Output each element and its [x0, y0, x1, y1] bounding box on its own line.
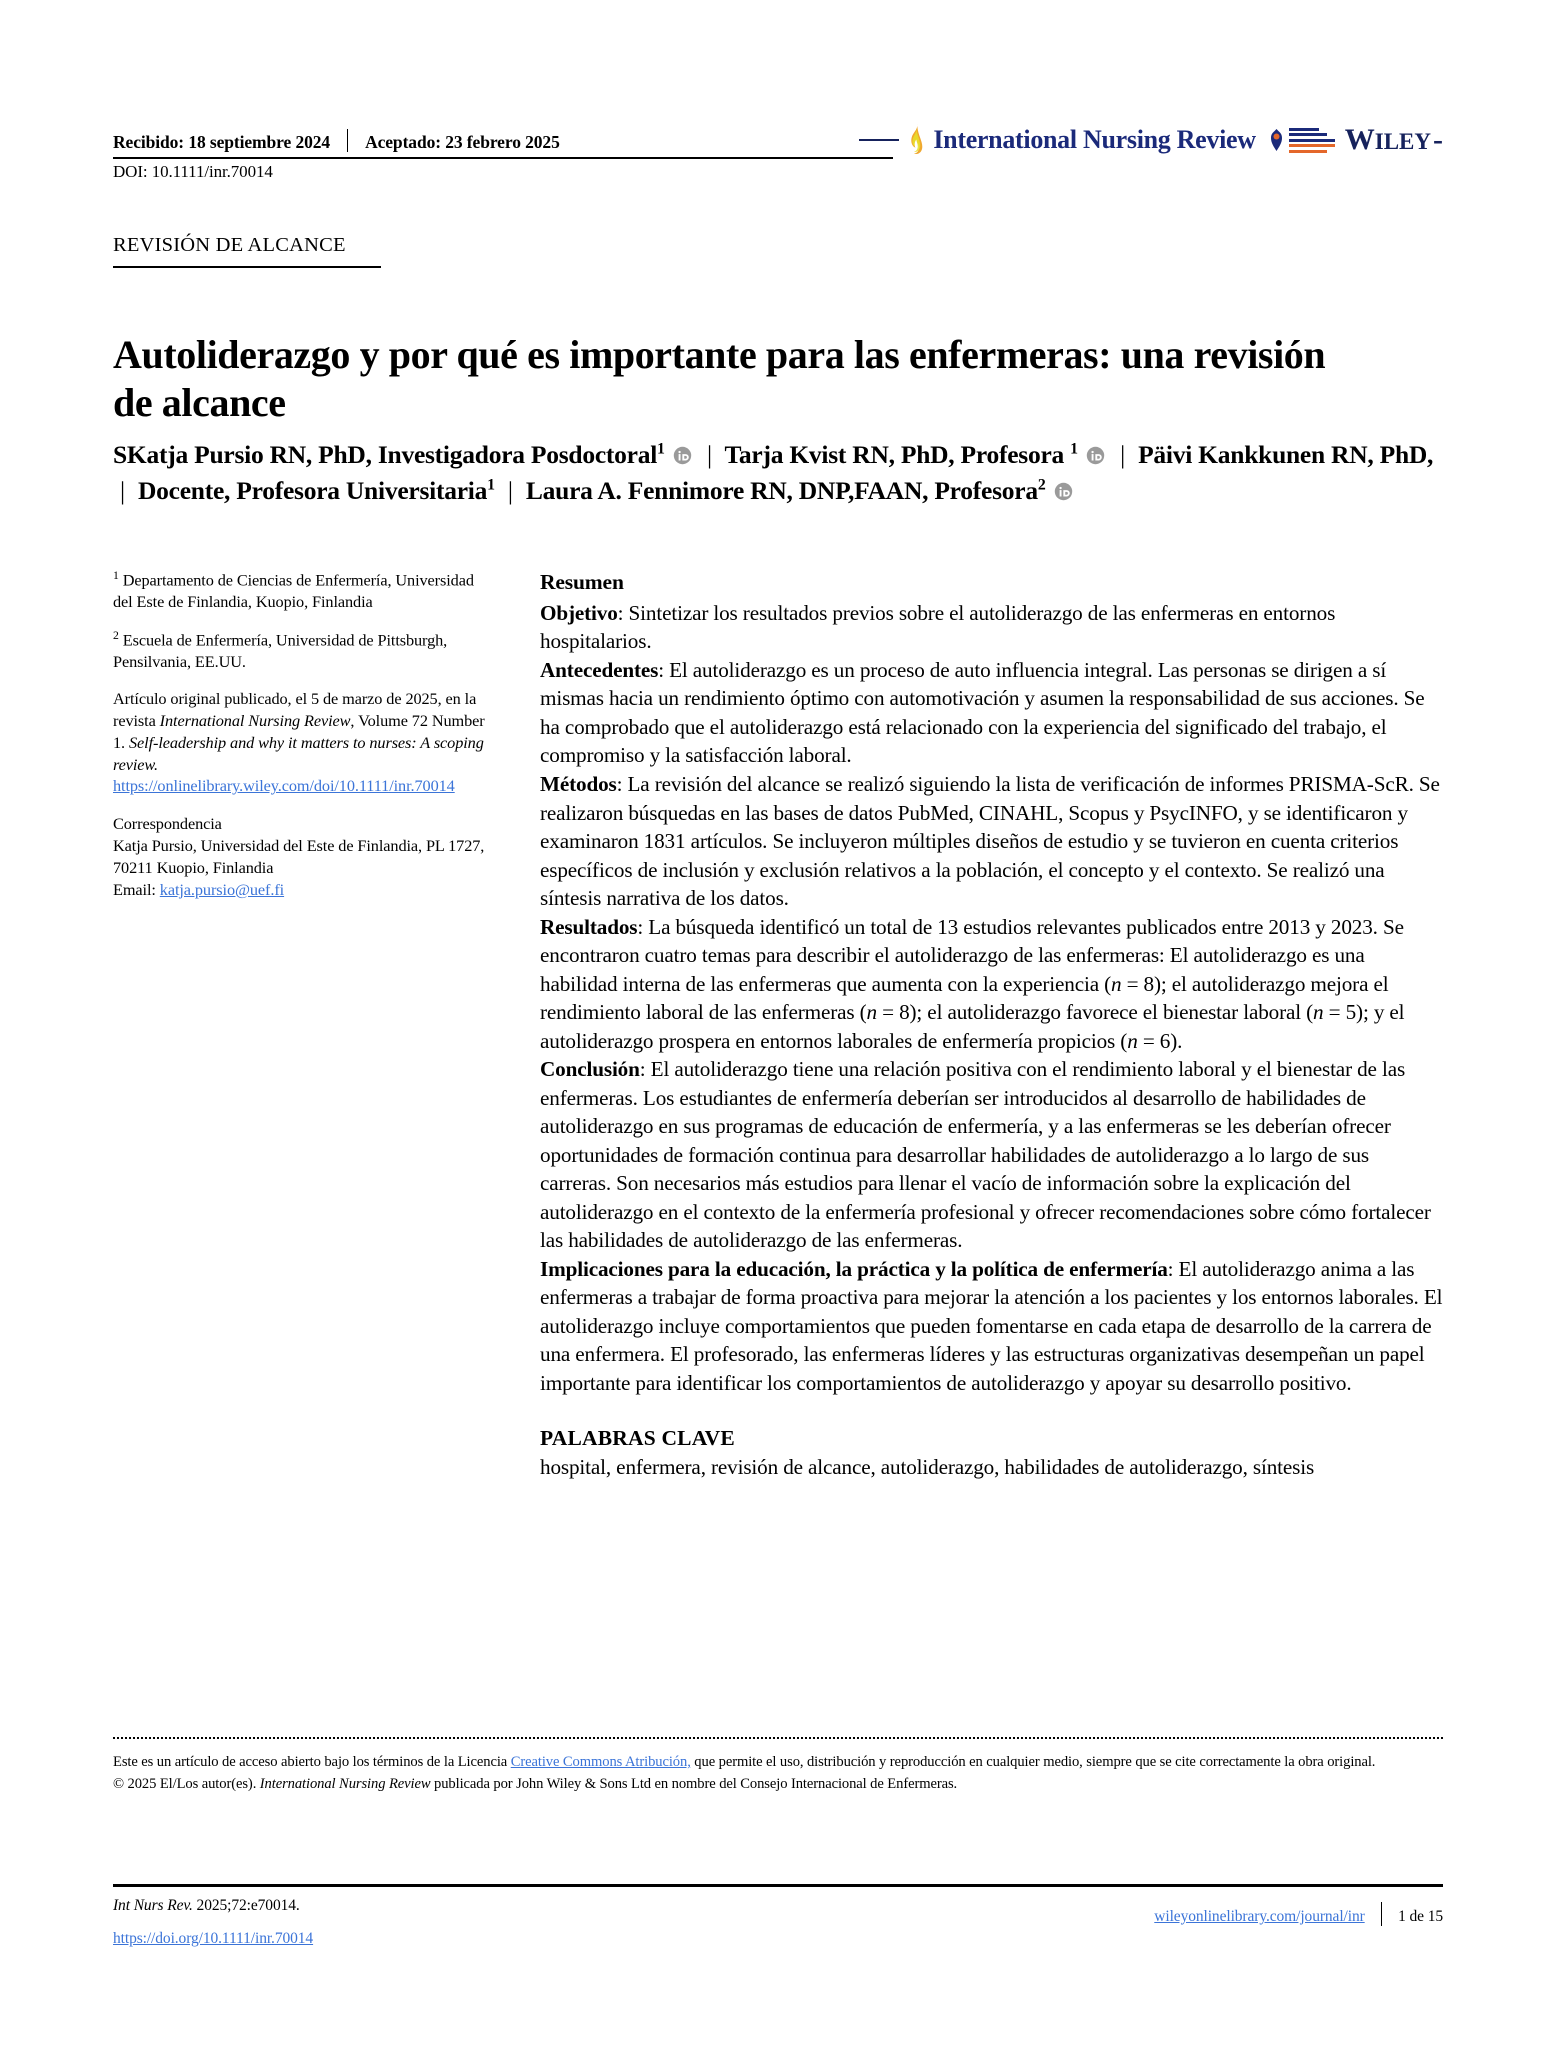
- affiliation-1-text: Departamento de Ciencias de Enfermería, Universidad del Este de Finlandia, Kuopio, Finlandia: [113, 570, 474, 612]
- page-number: 1 de 15: [1398, 1908, 1443, 1925]
- affiliation-2: [113, 628, 485, 673]
- license-part-2: que permite el uso, distribución y reproducción en cualquier medio, siempre que se cite correctamente la obra original.: [690, 1754, 1376, 1770]
- dates-divider: [347, 129, 348, 152]
- resultados-n3: = 5); y el autoliderazgo prospera en entornos laborales de enfermería propicios (: [540, 1000, 1405, 1053]
- license-part-1: Este es un artículo de acceso abierto bajo los términos de la Licencia: [113, 1754, 511, 1770]
- footer-citation: [113, 1897, 300, 1914]
- footer-rule: [113, 1884, 1443, 1887]
- correspondence-address: Katja Pursio, Universidad del Este de Finlandia, PL 1727, 70211 Kuopio, Finlandia: [113, 836, 485, 877]
- affiliation-2-text: Escuela de Enfermería, Universidad de Pittsburgh, Pensilvania, EE.UU.: [113, 630, 448, 672]
- icn-bar: [1289, 139, 1335, 142]
- metodos-label: Métodos: [540, 772, 617, 796]
- metodos-text: : La revisión del alcance se realizó siguiendo la lista de verificación de informes PRISMA-ScR. Se realizaron búsquedas en las bases de datos PubMed, CINAHL, Scopus y PsycINFO, y se identificaron y examinaron 1831 artículos. Se incluyeron múltiples diseños de estudio y se tuvieron en cuenta criterios específicos de inclusión y exclusión relativos a la población, el concepto y el contexto. Se realizó una síntesis narrativa de los datos.: [540, 772, 1440, 911]
- objetivo-label: Objetivo: [540, 600, 618, 625]
- wiley-wordmark: WILEY: [1344, 123, 1431, 156]
- icn-bar-accent: [1289, 150, 1327, 153]
- orcid-icon[interactable]: [1086, 446, 1105, 465]
- keywords-list: hospital, enfermera, revisión de alcance, autoliderazgo, habilidades de autoliderazgo, síntesis: [540, 1455, 1315, 1480]
- journal-logo-block: [859, 118, 1443, 162]
- icn-bar: [1289, 128, 1319, 131]
- footer-separator: [1381, 1902, 1382, 1926]
- n-symbol: n: [1111, 971, 1122, 996]
- implicaciones-text: : El autoliderazgo anima a las enfermeras a trabajar de forma proactiva para mejorar la atención a los pacientes y los entornos laborales. El autoliderazgo incluye comportamientos que pueden fomentarse en cada etapa de desarrollo de la carrera de una enfermera. El profesorado, las enfermeras líderes y las estructuras organizativas desempeñan un papel importante para identificar los comportamientos de autoliderazgo y apoyar su desarrollo positivo.: [540, 1256, 1443, 1395]
- creative-commons-link[interactable]: Creative Commons Atribución,: [510, 1754, 691, 1770]
- conclusion-label: Conclusión: [540, 1057, 640, 1082]
- author-list: [113, 437, 1443, 509]
- antecedentes-text: : El autoliderazgo es un proceso de auto influencia integral. Las personas se dirigen a sí mismas hacia un rendimiento óptimo con automotivación y asumen la responsabilidad de sus acciones. Se ha comprobado que el autoliderazgo está relacionado con la experiencia del significado del trabajo, el compromiso y la satisfacción laboral.: [540, 657, 1425, 768]
- author-aff-marker-4: 1: [487, 476, 495, 494]
- copyright-statement: [113, 1774, 1445, 1796]
- abstract-metodos: [540, 770, 1443, 913]
- abstract-section: [540, 568, 1443, 1482]
- orig-note-mid: , Volume 72 Number 1.: [113, 710, 485, 752]
- n-symbol: n: [1127, 1028, 1138, 1053]
- resultados-n4: = 6).: [1137, 1028, 1183, 1053]
- correspondence-heading: Correspondencia: [113, 814, 222, 834]
- resultados-n1: = 8); el autoliderazgo mejora el rendimiento laboral de las enfermeras (: [540, 971, 1389, 1025]
- copyright-post: publicada por John Wiley & Sons Ltd en nombre del Consejo Internacional de Enfermeras.: [430, 1775, 958, 1792]
- flame-icon: [907, 123, 924, 157]
- article-type-rule: [113, 266, 381, 268]
- orig-note-lead: Artículo original publicado, el 5 de marzo de 2025, en la revista: [113, 689, 477, 730]
- resultados-text-1: : La búsqueda identificó un total de 13 estudios relevantes publicados entre 2013 y 2023. Se encontraron cuatro temas para describir el autoliderazgo de las enfermeras: El autoliderazgo es una habilidad interna de las enfermeras que aumenta con la experiencia (: [540, 914, 1404, 996]
- wiley-tail-dash: -: [1433, 123, 1443, 156]
- abstract-antecedentes: [540, 656, 1443, 770]
- email-label: Email:: [113, 879, 160, 899]
- author-separator: |: [507, 476, 513, 506]
- correspondence-block: [113, 835, 485, 900]
- page-footer: [113, 1897, 1443, 1947]
- implicaciones-label: Implicaciones para la educación, la práctica y la política de enfermería: [540, 1256, 1168, 1281]
- icn-logo-icon: [1268, 127, 1335, 153]
- n-symbol: n: [866, 1000, 877, 1025]
- author-role-4: Docente, Profesora Universitaria: [137, 476, 488, 506]
- author-name-5: Laura A. Fennimore RN, DNP,FAAN, Profesora: [525, 476, 1038, 506]
- journal-url-link[interactable]: wileyonlinelibrary.com/journal/inr: [1154, 1908, 1365, 1925]
- orig-article-title: Self-leadership and why it matters to nurses: A scoping review.: [113, 732, 484, 774]
- article-type-label: REVISIÓN DE ALCANCE: [113, 234, 346, 256]
- icn-bars: [1289, 128, 1335, 153]
- keywords-heading: PALABRAS CLAVE: [540, 1426, 735, 1451]
- abstract-resultados: [540, 913, 1443, 1056]
- author-name-2: Tarja Kvist RN, PhD, Profesora: [724, 440, 1065, 469]
- license-statement: [113, 1752, 1445, 1774]
- affiliation-marker-2: 2: [113, 629, 119, 643]
- logo-dash: [859, 139, 899, 141]
- page-title: Autoliderazgo y por qué es importante para las enfermeras: una revisión de alcance: [113, 331, 1326, 426]
- author-separator: |: [120, 476, 125, 506]
- author-aff-marker-5: 2: [1037, 476, 1046, 494]
- orcid-icon[interactable]: [673, 446, 692, 465]
- author-name-1: SKatja Pursio RN, PhD, Investigadora Posdoctoral: [113, 440, 658, 469]
- author-aff-marker-2: 1: [1070, 440, 1078, 458]
- author-name-3: Päivi Kankkunen RN, PhD,: [1138, 440, 1434, 469]
- affiliations-column: [113, 568, 485, 917]
- doi-line: DOI: 10.1111/inr.70014: [113, 162, 273, 181]
- author-separator: |: [1120, 440, 1125, 469]
- orig-journal-name: International Nursing Review: [159, 710, 351, 730]
- conclusion-text: : El autoliderazgo tiene una relación positiva con el rendimiento laboral y el bienestar de las enfermeras. Los estudiantes de enfermería deberían ser introducidos al desarrollo de habilidades de autoliderazgo en sus programas de educación de enfermería, y a las enfermeras se les deberían ofrecer oportunidades de formación continua para desarrollar habilidades de autoliderazgo a lo largo de sus carreras. Son necesarios más estudios para llenar el vacío de información sobre la explicación del autoliderazgo en el contexto de la enfermería profesional y ofrecer recomendaciones sobre cómo fortalecer las habilidades de autoliderazgo de las enfermeras.: [540, 1057, 1431, 1253]
- license-divider: [113, 1737, 1443, 1739]
- n-symbol: n: [1313, 1000, 1324, 1025]
- affiliation-marker-1: 1: [113, 569, 119, 582]
- footer-doi-link[interactable]: https://doi.org/10.1111/inr.70014: [113, 1930, 314, 1947]
- original-publication-note: [113, 688, 485, 797]
- submission-dates: [113, 125, 560, 153]
- author-separator: |: [706, 440, 712, 469]
- abstract-conclusion: [540, 1055, 1443, 1255]
- footer-right-group: [1154, 1897, 1443, 1926]
- footer-journal-abbrev: Int Nurs Rev.: [113, 1897, 193, 1914]
- abstract-heading: Resumen: [540, 570, 624, 594]
- email-link[interactable]: katja.pursio@uef.fi: [159, 879, 285, 899]
- antecedentes-label: Antecedentes: [540, 657, 659, 682]
- orcid-icon[interactable]: [1054, 482, 1073, 501]
- original-article-link[interactable]: https://onlinelibrary.wiley.com/doi/10.1111/inr.70014: [113, 776, 455, 796]
- resultados-label: Resultados: [540, 914, 638, 939]
- footer-citation-rest: 2025;72:e70014.: [192, 1897, 300, 1914]
- icn-bar: [1289, 133, 1327, 136]
- affiliation-1: [113, 568, 485, 613]
- author-aff-marker-1: 1: [657, 440, 665, 458]
- objetivo-text: : Sintetizar los resultados previos sobre el autoliderazgo de las enfermeras en entornos hospitalarios.: [540, 600, 1336, 654]
- copyright-pre: © 2025 El/Los autor(es).: [113, 1775, 260, 1792]
- license-section: [113, 1752, 1445, 1796]
- icn-bar-accent: [1289, 144, 1335, 147]
- accepted-date: Aceptado: 23 febrero 2025: [365, 132, 560, 152]
- abstract-objetivo: [540, 599, 1443, 656]
- journal-name: International Nursing Review: [933, 125, 1256, 154]
- abstract-implicaciones: [540, 1255, 1443, 1398]
- received-date: Recibido: 18 septiembre 2024: [113, 132, 331, 152]
- resultados-n2: = 8); el autoliderazgo favorece el bienestar laboral (: [876, 1000, 1314, 1025]
- header-rule: [113, 157, 893, 159]
- copyright-journal: International Nursing Review: [259, 1775, 431, 1792]
- page-header: [113, 125, 1443, 195]
